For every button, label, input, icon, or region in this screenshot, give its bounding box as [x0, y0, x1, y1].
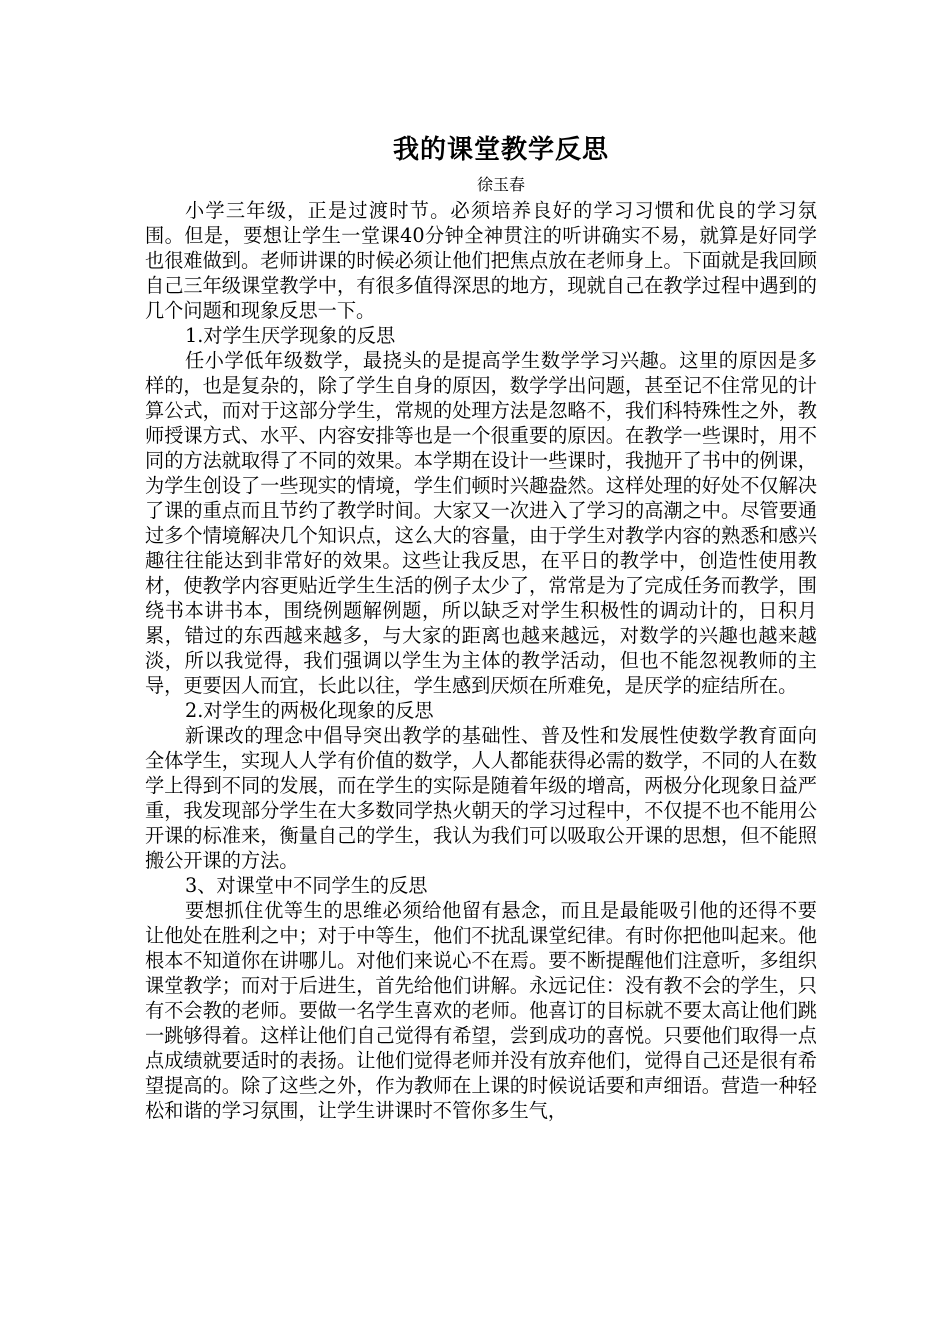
section-heading-3: 3、对课堂中不同学生的反思 [185, 874, 428, 897]
section-body-3: 要想抓住优等生的思维必须给他留有悬念，而且是最能吸引他的还得不要让他处在胜利之中；对于中等生，他们不扰乱课堂纪律。有时你把他叫起来。他根本不知道你在讲哪儿。对他们来说心不在焉。要不断提醒他们注意听，多组织课堂教学；而对于后进生，首先给他们讲解。永远记住：没有教不会的学生，只有不会教的老师。要做一名学生喜欢的老师。他喜订的目标就不要太高让他们跳一跳够得着。这样让他们自己觉得有希望，尝到成功的喜悦。只要他们取得一点点成绩就要适时的表扬。让他们觉得老师并没有放弃他们，觉得自己还是很有希望提高的。除了这些之外，作为教师在上课的时候说话要和声细语。营造一种轻松和谐的学习氛围，让学生讲课时不管你多生气， [145, 899, 817, 1122]
section-heading-1: 1.对学生厌学现象的反思 [185, 324, 396, 347]
intro-paragraph: 小学三年级，正是过渡时节。必须培养良好的学习习惯和优良的学习氛围。但是，要想让学生一堂课40分钟全神贯注的听讲确实不易，就算是好同学也很难做到。老师讲课的时候必须让他们把焦点放在老师身上。下面就是我回顾自己三年级课堂教学中，有很多值得深思的地方，现就自己在教学过程中遇到的几个问题和现象反思一下。 [145, 199, 817, 322]
document-author: 徐玉春 [476, 175, 525, 194]
section-body-2: 新课改的理念中倡导突出教学的基础性、普及性和发展性使数学教育面向全体学生，实现人人学有价值的数学，人人都能获得必需的数学，不同的人在数学上得到不同的发展，而在学生的实际是随着年级的增高，两极分化现象日益严重，我发现部分学生在大多数同学热火朝天的学习过程中，不仅提不也不能用公开课的标准来，衡量自己的学生，我认为我们可以吸取公开课的思想，但不能照搬公开课的方法。 [145, 724, 817, 872]
document-page [145, 132, 817, 1123]
document-title: 我的课堂教学反思 [392, 135, 609, 165]
section-heading-2: 2.对学生的两极化现象的反思 [185, 699, 434, 722]
section-body-1: 任小学低年级数学，最挠头的是提高学生数学学习兴趣。这里的原因是多样的，也是复杂的，除了学生自身的原因，数学学出问题，甚至记不住常见的计算公式，而对于这部分学生，常规的处理方法是忽略不，我们科特殊性之外，教师授课方式、水平、内容安排等也是一个很重要的原因。在教学一些课时，用不同的方法就取得了不同的效果。本学期在设计一些课时，我抛开了书中的例课，为学生创设了一些现实的情境，学生们顿时兴趣盎然。这样处理的好处不仅解决了课的重点而且节约了教学时间。大家又一次进入了学习的高潮之中。尽管要通过多个情境解决几个知识点，这么大的容量，由于学生对教学内容的熟悉和感兴趣往往能达到非常好的效果。这些让我反思，在平日的教学中，创造性使用教材，使教学内容更贴近学生生活的例子太少了，常常是为了完成任务而教学，围绕书本讲书本，围绕例题解例题，所以缺乏对学生积极性的调动计的，日积月累，错过的东西越来越多，与大家的距离也越来越远，对数学的兴趣也越来越淡，所以我觉得，我们强调以学生为主体的教学活动，但也不能忽视教师的主导，更要因人而宜，长此以往，学生感到厌烦在所难免，是厌学的症结所在。 [145, 349, 817, 697]
